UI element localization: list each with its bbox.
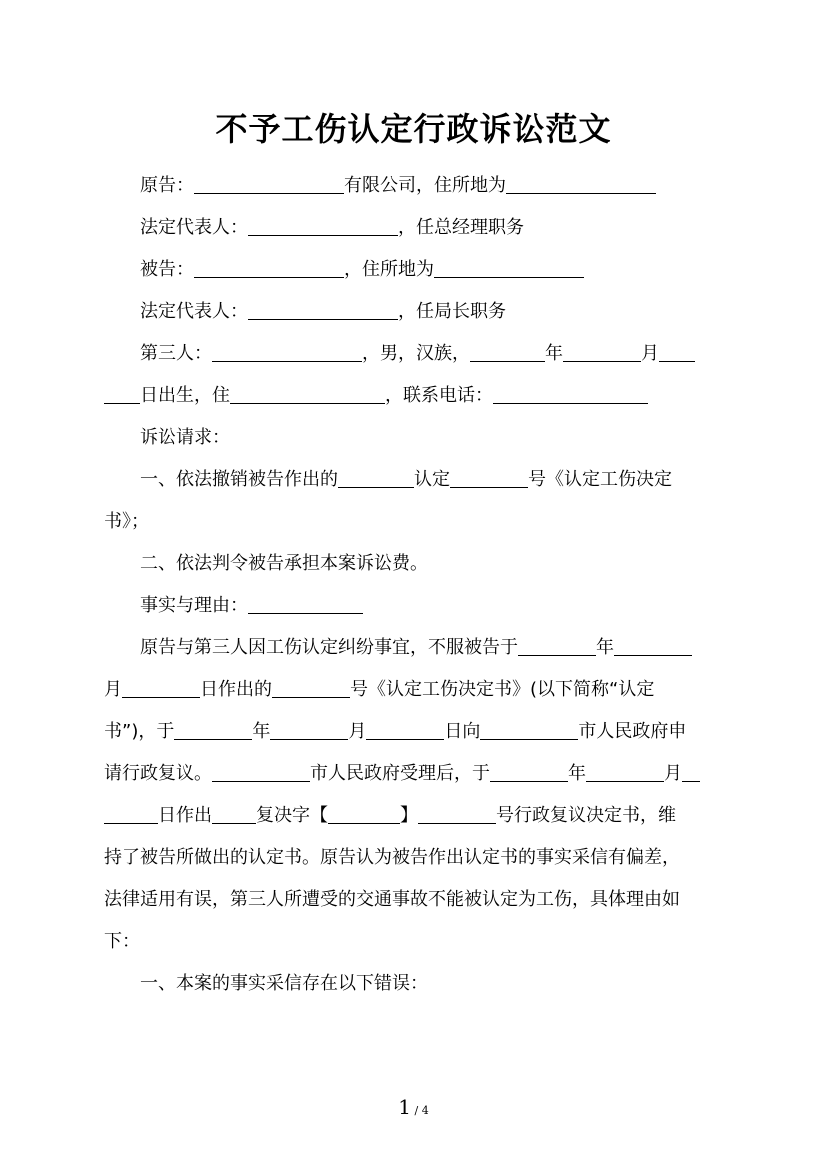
blank-accept-year — [490, 762, 568, 782]
defendant-rep-line — [104, 299, 760, 325]
claim-1-text-c: 号《认定工伤决定 — [528, 469, 672, 490]
birth-year-label: 年 — [545, 343, 563, 364]
facts-text-i: 日作出 — [158, 805, 212, 826]
facts-text-c: 号《认定工伤决定书》(以下简称“认定 — [350, 679, 655, 700]
blank-birth-day-b — [104, 384, 140, 404]
blank-birth-year — [470, 342, 545, 362]
total-pages: / 4 — [411, 1104, 429, 1117]
facts-text-a: 原告与第三人因工伤认定纠纷事宜，不服被告于 — [140, 637, 518, 658]
plaintiff-line — [104, 173, 760, 199]
blank-birth-day-a — [659, 342, 695, 362]
blank-review-year-code — [328, 804, 400, 824]
facts-text-g: 请行政复议。 — [104, 763, 212, 784]
defendant-address-label: ，住所地为 — [344, 259, 434, 280]
facts-text-d: 书”)，于 — [104, 721, 175, 742]
facts-line-3 — [104, 719, 724, 745]
facts-line-6: 持了被告所做出的认定书。原告认为被告作出认定书的事实采信有偏差， — [104, 847, 680, 868]
facts-line-1 — [104, 635, 760, 661]
blank-defendant-rep — [248, 300, 398, 320]
blank-plaintiff-address — [506, 174, 656, 194]
facts-line-2 — [104, 677, 724, 703]
born-label: 日出生，住 — [140, 385, 230, 406]
blank-birth-month — [563, 342, 641, 362]
blank-decision-year — [518, 636, 596, 656]
blank-plaintiff-name — [194, 174, 344, 194]
plaintiff-rep-line — [104, 215, 760, 241]
phone-label: ，联系电话： — [385, 385, 493, 406]
third-party-gender: ，男，汉族， — [362, 343, 470, 364]
blank-facts — [248, 594, 363, 614]
defendant-rep-label: 法定代表人： — [140, 301, 248, 322]
claim-1-text-a: 一、依法撤销被告作出的 — [140, 469, 338, 490]
blank-claim-authority — [338, 468, 414, 488]
month-label: 月 — [104, 679, 122, 700]
blank-city-2 — [212, 762, 310, 782]
blank-accept-day-a — [682, 762, 700, 782]
blank-decision-month-a — [614, 636, 692, 656]
facts-text-l: 号行政复议决定书，维 — [496, 805, 676, 826]
facts-heading-label: 事实与理由： — [140, 595, 248, 616]
facts-line-4 — [104, 761, 724, 787]
facts-heading — [104, 593, 760, 619]
third-party-label: 第三人： — [140, 343, 212, 364]
blank-accept-day-b — [104, 804, 158, 824]
blank-defendant-address — [434, 258, 584, 278]
current-page-number: 1 — [398, 1095, 412, 1119]
facts-text-h: 市人民政府受理后，于 — [310, 763, 490, 784]
facts-line-5 — [104, 803, 724, 829]
blank-third-party-address — [230, 384, 385, 404]
claim-1-cont: 书》； — [104, 511, 149, 532]
defendant-label: 被告： — [140, 259, 194, 280]
blank-decision-number — [272, 678, 350, 698]
plaintiff-label: 原告： — [140, 175, 194, 196]
month-label: 月 — [348, 721, 367, 742]
document-title: 不予工伤认定行政诉讼范文 — [215, 110, 612, 148]
plaintiff-address-label: 住所地为 — [434, 175, 506, 196]
blank-accept-month — [586, 762, 664, 782]
facts-line-7: 法律适用有误，第三人所遭受的交通事故不能被认定为工伤，具体理由如 — [104, 889, 680, 910]
blank-review-number — [418, 804, 496, 824]
blank-defendant-name — [194, 258, 344, 278]
facts-text-b: 日作出的 — [200, 679, 272, 700]
claim-1 — [104, 467, 760, 493]
claims-heading: 诉讼请求： — [140, 427, 230, 448]
defendant-line — [104, 257, 760, 283]
defendant-rep-role: ，任局长职务 — [398, 301, 506, 322]
plaintiff-rep-label: 法定代表人： — [140, 217, 248, 238]
blank-review-year — [174, 720, 252, 740]
blank-city — [480, 720, 578, 740]
claim-2: 二、依法判令被告承担本案诉讼费。 — [140, 553, 428, 574]
facts-text-f: 市人民政府申 — [578, 721, 687, 742]
blank-review-month — [270, 720, 348, 740]
third-party-line — [104, 341, 760, 367]
blank-decision-day — [122, 678, 200, 698]
birth-month-label: 月 — [641, 343, 659, 364]
year-label: 年 — [252, 721, 271, 742]
page-number — [0, 1095, 827, 1119]
plaintiff-company-suffix: 有限公司， — [344, 175, 434, 196]
third-party-line-2 — [104, 383, 724, 409]
facts-text-j: 复决字【 — [256, 805, 328, 826]
facts-line-8: 下： — [104, 931, 140, 952]
plaintiff-rep-role: ，任总经理职务 — [398, 217, 524, 238]
year-label: 年 — [596, 637, 614, 658]
facts-text-e: 日向 — [444, 721, 481, 742]
blank-third-party-name — [212, 342, 362, 362]
facts-section-1: 一、本案的事实采信存在以下错误： — [140, 973, 428, 994]
blank-phone — [493, 384, 648, 404]
blank-claim-number — [450, 468, 528, 488]
month-label: 月 — [664, 763, 682, 784]
year-label: 年 — [568, 763, 586, 784]
blank-plaintiff-rep — [248, 216, 398, 236]
blank-review-prefix — [212, 804, 256, 824]
claim-1-text-b: 认定 — [414, 469, 450, 490]
blank-review-day — [366, 720, 444, 740]
facts-text-k: 】 — [400, 805, 418, 826]
